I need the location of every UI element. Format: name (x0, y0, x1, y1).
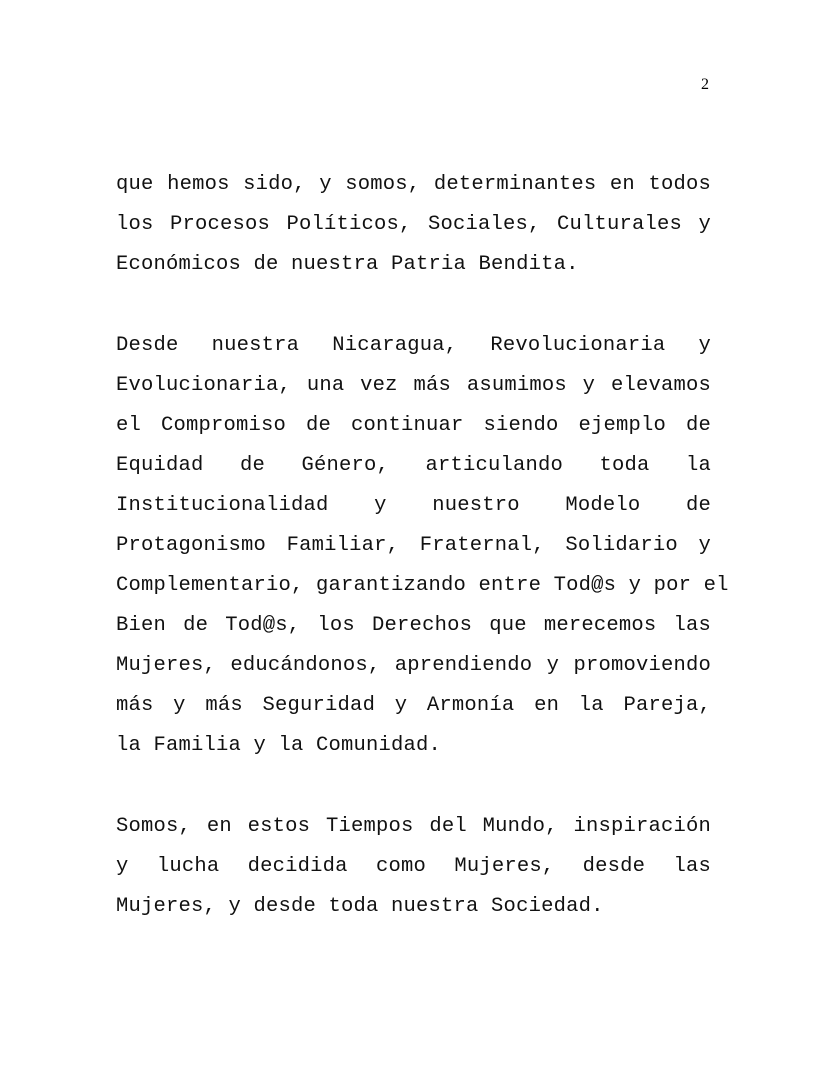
text-line: Somos, en estos Tiempos del Mundo, inspiración (116, 815, 711, 838)
paragraph-3 (116, 807, 711, 927)
text-line: Económicos de nuestra Patria Bendita. (116, 253, 579, 276)
paragraph-2 (116, 326, 729, 766)
text-line: Bien de Tod@s, los Derechos que merecemos las (116, 614, 711, 637)
page-number: 2 (701, 76, 709, 93)
text-line: los Procesos Políticos, Sociales, Culturales y (116, 213, 711, 236)
text-line: la Familia y la Comunidad. (116, 734, 442, 757)
text-line: Complementario, garantizando entre Tod@s y por el (116, 574, 729, 597)
text-line: y lucha decidida como Mujeres, desde las (116, 855, 711, 878)
text-line: más y más Seguridad y Armonía en la Pareja, (116, 694, 711, 717)
text-line: Evolucionaria, una vez más asumimos y elevamos (116, 374, 711, 397)
text-line: Desde nuestra Nicaragua, Revolucionaria y (116, 334, 711, 357)
text-line: el Compromiso de continuar siendo ejemplo de (116, 414, 711, 437)
paragraph-1 (116, 165, 711, 285)
text-line: Mujeres, y desde toda nuestra Sociedad. (116, 895, 604, 918)
text-line: que hemos sido, y somos, determinantes en todos (116, 173, 711, 196)
text-line: Equidad de Género, articulando toda la (116, 454, 711, 477)
text-line: Protagonismo Familiar, Fraternal, Solidario y (116, 534, 711, 557)
text-line: Institucionalidad y nuestro Modelo de (116, 494, 711, 517)
text-line: Mujeres, educándonos, aprendiendo y promoviendo (116, 654, 711, 677)
